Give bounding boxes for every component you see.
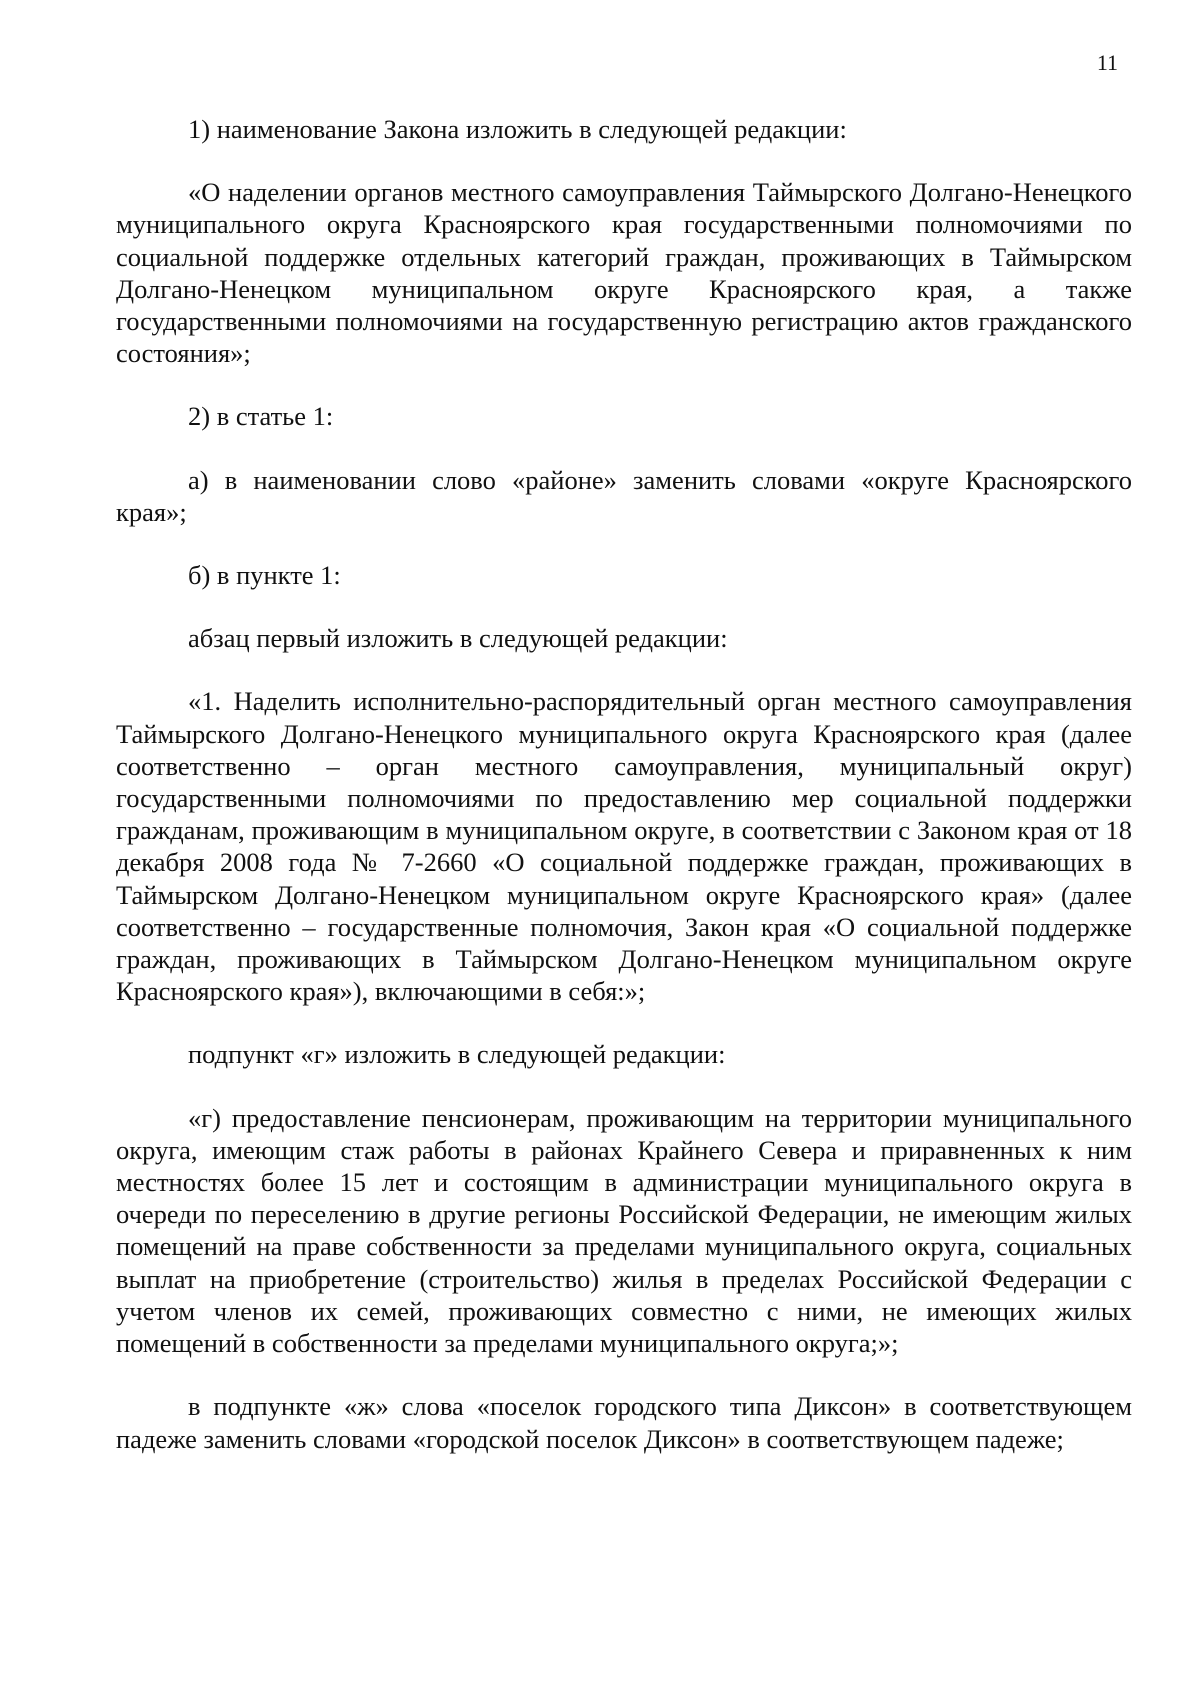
document-body [116, 113, 1132, 1455]
paragraph-article-1-a: а) в наименовании слово «районе» заменить словами «округе Красноярского края»; [116, 464, 1132, 527]
paragraph-article-1-b: б) в пункте 1: [188, 560, 341, 591]
paragraph-law-title-item: 1) наименование Закона изложить в следующей редакции: [188, 114, 847, 144]
paragraph-article-1-item: 2) в статье 1: [188, 401, 334, 432]
paragraph-first-abzats: абзац первый изложить в следующей редакции: [188, 623, 728, 654]
paragraph-new-law-title: «О наделении органов местного самоуправления Таймырского Долгано-Ненецкого муниципального округа Красноярского края государственными полномочиями по социальной поддержке отдельных категорий граждан, проживающих в Таймырском Долгано-Ненецком муниципальном округе Красноярского края, а также государственными полномочиями на государственную регистрацию актов гражданского состояния»; [116, 177, 1132, 369]
paragraph-point-1-text: «1. Наделить исполнительно-распорядительный орган местного самоуправления Таймырского Долгано-Ненецкого муниципального округа Красноярского края (далее соответственно – орган местного самоуправления, муниципальный округ) государственными полномочиями по предоставлению мер социальной поддержки гражданам, проживающим в муниципальном округе, в соответствии с Законом края от 18 декабря 2008 года № 7-2660 «О социальной поддержке граждан, проживающих в Таймырском Долгано-Ненецком муниципальном округе Красноярского края» (далее соответственно – государственные полномочия, Закон края «О социальной поддержке граждан, проживающих в Таймырском Долгано-Ненецком муниципальном округе Красноярского края»), включающими в себя:»; [116, 686, 1132, 1007]
paragraph-subpoint-g-item: подпункт «г» изложить в следующей редакции: [188, 1039, 726, 1070]
paragraph-subpoint-zh: в подпункте «ж» слова «поселок городского типа Диксон» в соответствующем падеже заменить словами «городской поселок Диксон» в соответствующем падеже; [116, 1391, 1132, 1454]
page-number: 11 [1096, 50, 1118, 75]
paragraph-subpoint-g-text: «г) предоставление пенсионерам, проживающим на территории муниципального округа, имеющим стаж работы в районах Крайнего Севера и приравненных к ним местностях более 15 лет и состоящим в администрации муниципального округа в очереди по переселению в другие регионы Российской Федерации, не имеющим жилых помещений на праве собственности за пределами муниципального округа, социальных выплат на приобретение (строительство) жилья в пределах Российской Федерации с учетом членов их семей, проживающих совместно с ними, не имеющих жилых помещений в собственности за пределами муниципального округа;»; [116, 1102, 1132, 1359]
